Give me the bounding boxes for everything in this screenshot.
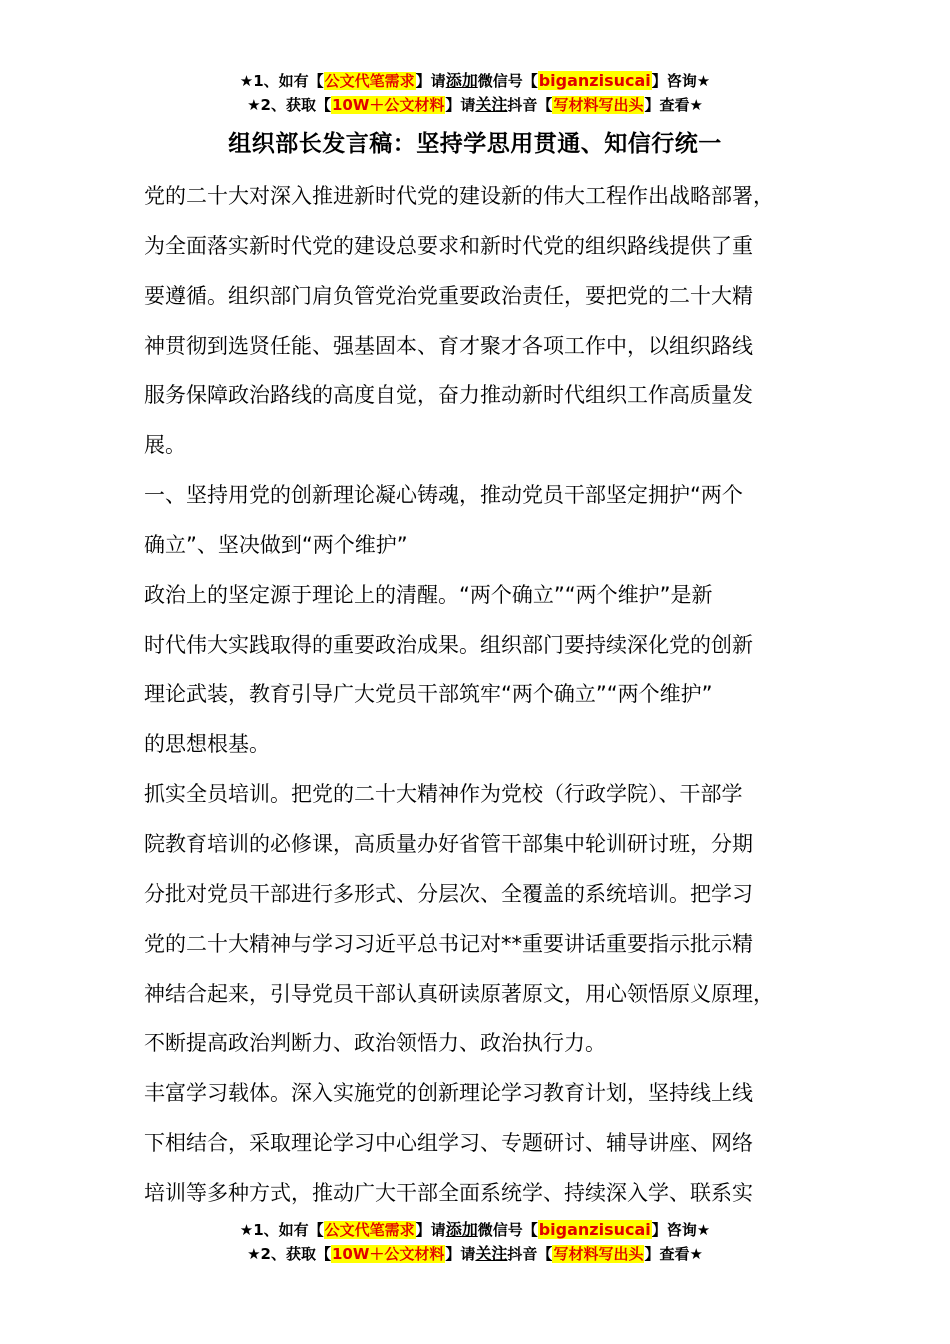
- banner-text: 】请: [445, 1245, 476, 1263]
- document-body: [144, 172, 834, 1219]
- banner-highlight: 写材料写出头: [553, 96, 644, 114]
- body-line: 不断提高政治判断力、政治领悟力、政治执行力。: [144, 1031, 606, 1056]
- banner-highlight: 10W＋公文材料: [331, 96, 445, 114]
- banner-text: 微信号【: [477, 1221, 538, 1239]
- body-line: 的思想根基。: [144, 732, 270, 757]
- banner-emphasis: 关注: [475, 1244, 508, 1263]
- banner-emphasis: 关注: [475, 95, 508, 114]
- footer-banner: [0, 1218, 950, 1266]
- body-line: 院教育培训的必修课，高质量办好省管干部集中轮训研讨班，分期: [144, 831, 753, 856]
- body-line: 丰富学习载体。深入实施党的创新理论学习教育计划，坚持线上线: [144, 1081, 753, 1106]
- body-line: 神贯彻到选贤任能、强基固本、育才聚才各项工作中，以组织路线: [144, 333, 753, 358]
- banner-highlight: 写材料写出头: [553, 1245, 644, 1263]
- banner-highlight: 公文代笔需求: [324, 1221, 415, 1239]
- banner-text: 抖音【: [507, 96, 553, 114]
- body-line: 党的二十大对深入推进新时代党的建设新的伟大工程作出战略部署，: [144, 184, 774, 208]
- body-line: 抓实全员培训。把党的二十大精神作为党校（行政学院）、干部学: [144, 782, 743, 807]
- body-line: 为全面落实新时代党的建设总要求和新时代党的组织路线提供了重: [144, 233, 753, 258]
- banner-line-1: [0, 69, 950, 93]
- banner-text: 】咨询★: [651, 72, 711, 90]
- banner-line-2: [0, 1242, 950, 1266]
- banner-text: 微信号【: [477, 72, 538, 90]
- banner-text: 】查看★: [644, 1245, 703, 1263]
- section-heading-line: 确立”、坚决做到“两个维护”: [144, 532, 408, 557]
- banner-text: 】请: [415, 1221, 446, 1239]
- body-line: 神结合起来，引导党员干部认真研读原著原文，用心领悟原义原理，: [144, 981, 774, 1006]
- banner-text: ★1、如有【: [239, 1221, 324, 1239]
- body-line: 政治上的坚定源于理论上的清醒。“两个确立”“两个维护”是新: [144, 582, 713, 607]
- body-line: 展。: [144, 433, 186, 458]
- banner-emphasis: 添加: [445, 71, 478, 90]
- banner-line-1: [0, 1218, 950, 1242]
- banner-text: ★2、获取【: [247, 1245, 331, 1263]
- header-banner: [0, 69, 950, 117]
- document-title: 组织部长发言稿：坚持学思用贯通、知信行统一: [228, 131, 722, 157]
- banner-line-2: [0, 93, 950, 117]
- banner-highlight: biganzisucai: [538, 71, 651, 90]
- body-line: 理论武装，教育引导广大党员干部筑牢“两个确立”“两个维护”: [144, 682, 713, 707]
- banner-highlight: 10W＋公文材料: [331, 1245, 445, 1263]
- banner-highlight: biganzisucai: [538, 1220, 651, 1239]
- banner-text: 】请: [415, 72, 446, 90]
- banner-emphasis: 添加: [445, 1220, 478, 1239]
- banner-highlight: 公文代笔需求: [324, 72, 415, 90]
- section-heading-line: 一、坚持用党的创新理论凝心铸魂，推动党员干部坚定拥护“两个: [144, 483, 743, 508]
- body-line: 下相结合，采取理论学习中心组学习、专题研讨、辅导讲座、网络: [144, 1131, 753, 1156]
- body-line: 党的二十大精神与学习习近平总书记对**重要讲话重要指示批示精: [144, 931, 753, 956]
- body-line: 服务保障政治路线的高度自觉，奋力推动新时代组织工作高质量发: [144, 383, 753, 408]
- body-line: 分批对党员干部进行多形式、分层次、全覆盖的系统培训。把学习: [144, 881, 753, 906]
- banner-text: ★1、如有【: [239, 72, 324, 90]
- body-line: 要遵循。组织部门肩负管党治党重要政治责任，要把党的二十大精: [144, 283, 753, 308]
- body-line: 培训等多种方式，推动广大干部全面系统学、持续深入学、联系实: [144, 1180, 753, 1205]
- banner-text: 】咨询★: [651, 1221, 711, 1239]
- banner-text: 】查看★: [644, 96, 703, 114]
- body-line: 时代伟大实践取得的重要政治成果。组织部门要持续深化党的创新: [144, 632, 753, 657]
- banner-text: ★2、获取【: [247, 96, 331, 114]
- banner-text: 】请: [445, 96, 476, 114]
- banner-text: 抖音【: [507, 1245, 553, 1263]
